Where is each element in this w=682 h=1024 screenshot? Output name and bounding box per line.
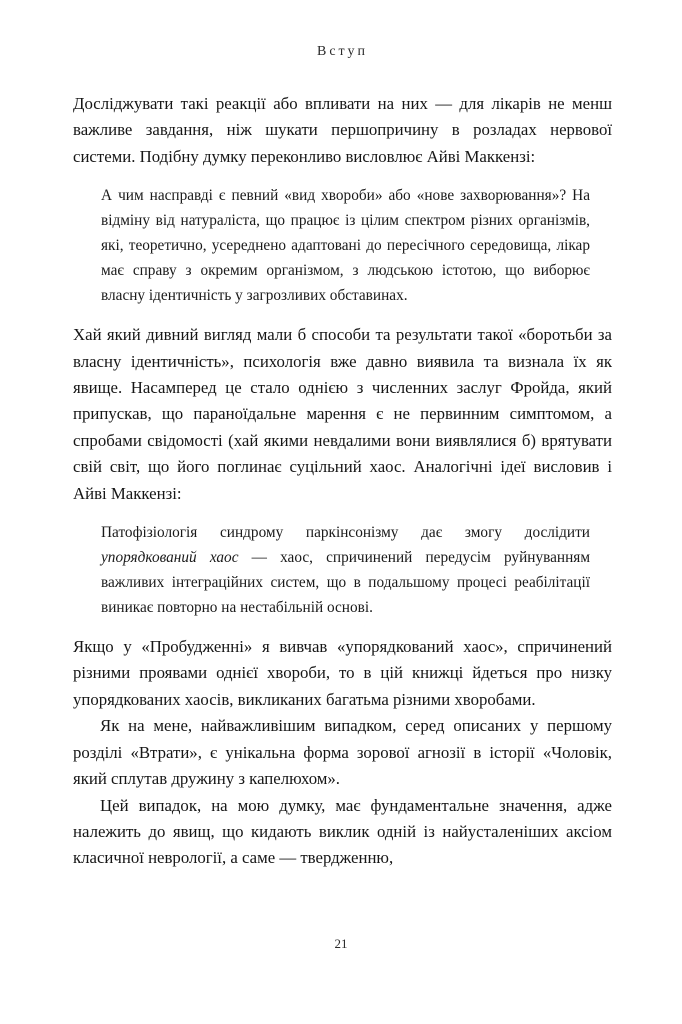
quote-2-lead: Патофізіологія синдрому паркінсонізму дає змогу дослідити bbox=[101, 524, 590, 542]
paragraph-fundamental-meaning: Цей випадок, на мою думку, має фундаментальне значення, адже належить до явищ, що кидають виклик одній із найусталеніших аксіом класичної неврології, а саме — твердженню, bbox=[73, 795, 612, 868]
quote-2-emphasized-term: упорядкований хаос bbox=[101, 549, 239, 567]
paragraph-most-important-case: Як на мене, найважливішим випадком, серед описаних у першому розділі «Втрати», є унікальна форма зорової агнозії в історії «Чоловік, який сплутав дружину з капелюхом». bbox=[73, 716, 612, 789]
paragraph-identity-struggle: Хай який дивний вигляд мали б способи та результати такої «боротьби за власну ідентичність», психологія вже давно виявила та визнала їх як явище. Насамперед це стало однією з численних заслуг Фройда, який припускав, що параноїдальне марення є не первинним симптомом, а спробами свідомості (хай якими невдалими вони виявлялися б) врятувати свій світ, що його поглинає суцільний хаос. Аналогічні ідеї висловив і Айві Маккензі: bbox=[73, 325, 612, 503]
quote-1-text: А чим насправді є певний «вид хвороби» або «нове захворювання»? На відміну від натураліста, що працює із цілим спектром різних організмів, які, теоретично, усереднено адаптовані до пересічного середовища, лікар має справу з окремим організмом, з людською істотою, що виборює власну ідентичність у загрозливих обставинах. bbox=[101, 187, 590, 305]
paragraph-awakenings: Якщо у «Пробудженні» я вивчав «упорядкований хаос», спричинений різними проявами однієї хвороби, то в цій книжці йдеться про низку упорядкованих хаосів, викликаних багатьма різними хворобами. bbox=[73, 637, 612, 709]
quote-2-text bbox=[101, 520, 590, 620]
running-header: Вступ bbox=[317, 44, 368, 59]
block-quote-1 bbox=[73, 183, 612, 308]
block-quote-2 bbox=[73, 520, 612, 620]
quote-2-tail: — хаос, спричинений передусім руйнуванням важливих інтеграційних систем, що в подальшому процесі реабілітації виникає повторно на нестабільній основі. bbox=[101, 549, 591, 617]
page-number: 21 bbox=[334, 936, 348, 951]
paragraph-intro: Досліджувати такі реакції або впливати на них — для лікарів не менш важливе завдання, ніж шукати першопричину в розладах нервової системи. Подібну думку переконливо висловлює Айві Маккензі: bbox=[73, 94, 612, 166]
